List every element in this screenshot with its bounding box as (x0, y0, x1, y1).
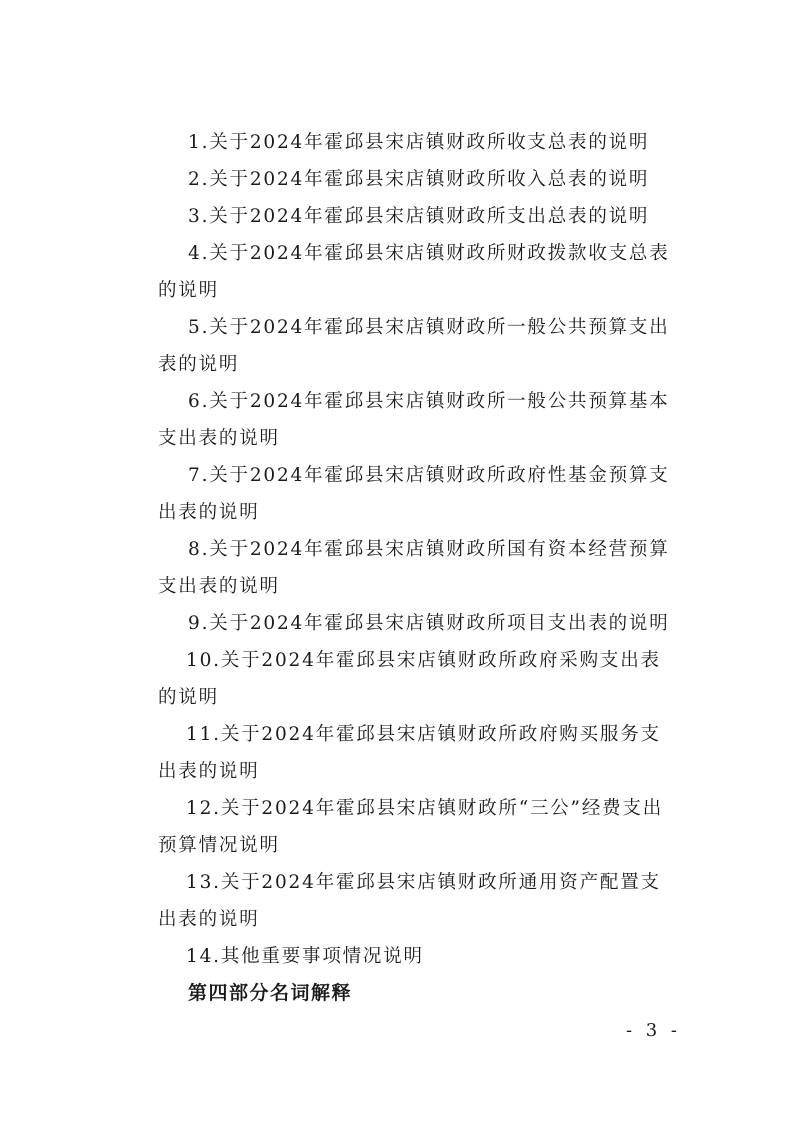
toc-item-3: 3.关于2024年霍邱县宋店镇财政所支出总表的说明 (188, 206, 650, 227)
page-number: - 3 - (625, 1020, 681, 1041)
table-of-contents (158, 124, 678, 1012)
toc-item-9: 9.关于2024年霍邱县宋店镇财政所项目支出表的说明 (188, 613, 670, 634)
toc-item-13: 13.关于2024年霍邱县宋店镇财政所通用资产配置支出表的说明 (158, 872, 661, 930)
toc-item-5: 5.关于2024年霍邱县宋店镇财政所一般公共预算支出表的说明 (158, 317, 670, 375)
toc-item-10: 10.关于2024年霍邱县宋店镇财政所政府采购支出表的说明 (158, 650, 661, 708)
toc-item-6: 6.关于2024年霍邱县宋店镇财政所一般公共预算基本支出表的说明 (158, 391, 670, 449)
toc-item-14: 14.其他重要事项情况说明 (186, 946, 424, 967)
toc-item-2: 2.关于2024年霍邱县宋店镇财政所收入总表的说明 (188, 169, 650, 190)
toc-item-8: 8.关于2024年霍邱县宋店镇财政所国有资本经营预算支出表的说明 (158, 539, 670, 597)
toc-item-11: 11.关于2024年霍邱县宋店镇财政所政府购买服务支出表的说明 (158, 724, 661, 782)
toc-item-1: 1.关于2024年霍邱县宋店镇财政所收支总表的说明 (188, 132, 650, 153)
toc-item-4: 4.关于2024年霍邱县宋店镇财政所财政拨款收支总表的说明 (158, 243, 670, 301)
toc-item-7: 7.关于2024年霍邱县宋店镇财政所政府性基金预算支出表的说明 (158, 465, 670, 523)
toc-item-12: 12.关于2024年霍邱县宋店镇财政所“三公”经费支出预算情况说明 (158, 798, 664, 856)
section-heading: 第四部分名词解释 (188, 982, 353, 1004)
